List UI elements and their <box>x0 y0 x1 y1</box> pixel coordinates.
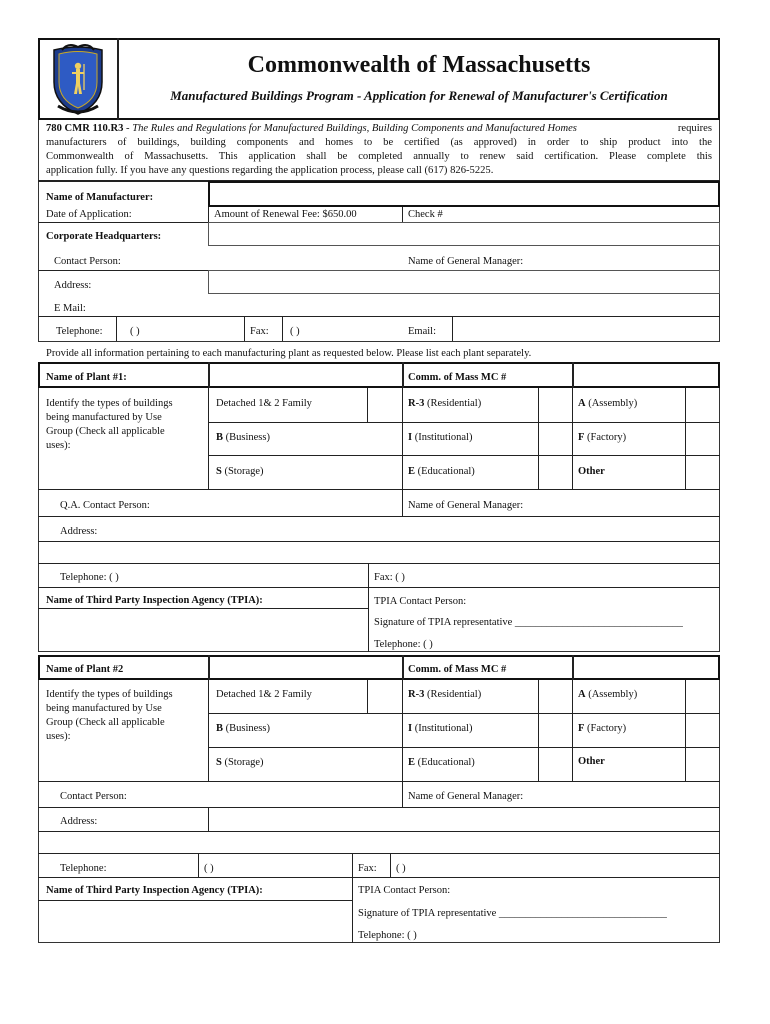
intro-dash: - <box>123 123 133 134</box>
instructions-text: Provide all information pertaining to each manufacturing plant as requested below. Please list each plant separately. <box>46 348 532 359</box>
plant2-name-label: Name of Plant #2 <box>46 664 124 675</box>
corporate-hq-label: Corporate Headquarters: <box>46 231 162 242</box>
plant2-use-i: I (Institutional) <box>408 723 473 734</box>
plant1-name-label: Name of Plant #1: <box>46 372 127 383</box>
plant1-tpia-signature[interactable]: Signature of TPIA representative ________________________________ <box>374 617 683 628</box>
plant2-address-input[interactable] <box>39 832 719 853</box>
renewal-fee-label: Amount of Renewal Fee: $650.00 <box>214 209 357 220</box>
plant2-telephone-label: Telephone: <box>60 863 107 874</box>
plant2-contact-label: Contact Person: <box>60 791 127 802</box>
fax-paren[interactable]: ( ) <box>290 326 300 337</box>
plant2-use-other: Other <box>578 756 605 767</box>
address-label: Address: <box>54 280 92 291</box>
contact-person-label: Contact Person: <box>54 256 121 267</box>
header-frame <box>38 38 720 120</box>
plant2-identify-3: Group (Check all applicable <box>46 717 165 728</box>
plant2-fax-label: Fax: <box>358 863 377 874</box>
plant2-use-a: A (Assembly) <box>578 689 638 700</box>
plant2-mc-label: Comm. of Mass MC # <box>408 664 507 675</box>
plant1-tpia-telephone: Telephone: ( ) <box>374 639 433 650</box>
fax-label: Fax: <box>250 326 269 337</box>
plant1-use-other: Other <box>578 466 605 477</box>
plant2-name-input[interactable] <box>210 657 402 678</box>
plant1-use-f: F (Factory) <box>578 432 627 443</box>
plant2-a-checkbox[interactable] <box>686 681 719 713</box>
telephone-label: Telephone: <box>56 326 103 337</box>
date-of-application-label: Date of Application: <box>46 209 132 220</box>
intro-line-1-end: requires <box>677 123 712 134</box>
plant1-identify-1: Identify the types of buildings <box>46 398 173 409</box>
plant1-fax-label: Fax: ( ) <box>374 572 405 583</box>
seal-divider <box>117 38 119 120</box>
plant1-qa-contact-label: Q.A. Contact Person: <box>60 500 150 511</box>
plant2-identify-4: uses): <box>46 731 71 742</box>
plant2-use-detached: Detached 1& 2 Family <box>216 689 312 700</box>
massachusetts-seal-icon <box>48 44 108 116</box>
plant2-telephone-paren[interactable]: ( ) <box>204 863 214 874</box>
plant1-mc-input[interactable] <box>574 364 718 386</box>
plant1-telephone-label: Telephone: ( ) <box>60 572 119 583</box>
plant2-address-label: Address: <box>60 816 98 827</box>
check-number-label: Check # <box>408 209 443 220</box>
plant2-mc-input[interactable] <box>574 657 718 678</box>
plant1-r3-checkbox[interactable] <box>539 389 572 422</box>
email2-label: Email: <box>408 326 436 337</box>
plant1-gm-label: Name of General Manager: <box>408 500 524 511</box>
plant1-use-b: B (Business) <box>216 432 270 443</box>
plant1-tpia-label: Name of Third Party Inspection Agency (TPIA): <box>46 595 263 606</box>
plant2-tpia-signature[interactable]: Signature of TPIA representative ________________________________ <box>358 908 667 919</box>
plant1-address-input[interactable] <box>39 542 719 562</box>
email-label: E Mail: <box>54 303 86 314</box>
plant1-use-i: I (Institutional) <box>408 432 473 443</box>
plant1-mc-label: Comm. of Mass MC # <box>408 372 507 383</box>
general-manager-label: Name of General Manager: <box>408 256 524 267</box>
plant1-address-label: Address: <box>60 526 98 537</box>
plant2-use-f: F (Factory) <box>578 723 627 734</box>
plant2-tpia-label: Name of Third Party Inspection Agency (TPIA): <box>46 885 263 896</box>
plant2-identify-1: Identify the types of buildings <box>46 689 173 700</box>
manufacturer-name-label: Name of Manufacturer: <box>46 192 154 203</box>
plant1-use-s: S (Storage) <box>216 466 264 477</box>
intro-line-2: manufacturers of buildings, building components and homes to be certified (as approved) in order to ship product into the <box>46 137 712 148</box>
plant1-use-r3: R-3 (Residential) <box>408 398 482 409</box>
plant1-identify-2: being manufactured by Use <box>46 412 162 423</box>
plant1-identify-4: uses): <box>46 440 71 451</box>
plant2-fax-paren[interactable]: ( ) <box>396 863 406 874</box>
plant1-detached-checkbox[interactable] <box>368 389 402 422</box>
manufacturer-name-input[interactable] <box>208 181 720 207</box>
regulation-title: The Rules and Regulations for Manufactured Buildings, Building Components and Manufactured Homes <box>132 123 577 134</box>
intro-line-4: application fully. If you have any questions regarding the application process, please call (617) 826-5225. <box>46 165 494 176</box>
plant2-use-s: S (Storage) <box>216 757 264 768</box>
plant2-tpia-input[interactable] <box>39 901 351 942</box>
plant2-tpia-contact-label: TPIA Contact Person: <box>358 885 451 896</box>
intro-line-3: Commonwealth of Massachusetts. This application shall be completed annually to renew said certification. Please complete this <box>46 151 712 162</box>
plant2-use-e: E (Educational) <box>408 757 475 768</box>
telephone-paren[interactable]: ( ) <box>130 326 140 337</box>
plant2-use-r3: R-3 (Residential) <box>408 689 482 700</box>
plant1-name-input[interactable] <box>210 364 402 386</box>
plant2-identify-2: being manufactured by Use <box>46 703 162 714</box>
plant2-tpia-telephone: Telephone: ( ) <box>358 930 417 941</box>
form-subtitle: Manufactured Buildings Program - Application for Renewal of Manufacturer's Certification <box>170 88 668 103</box>
plant1-identify-3: Group (Check all applicable <box>46 426 165 437</box>
plant1-use-a: A (Assembly) <box>578 398 638 409</box>
plant2-detached-checkbox[interactable] <box>368 681 402 713</box>
corporate-hq-input[interactable] <box>208 222 720 246</box>
plant2-gm-label: Name of General Manager: <box>408 791 524 802</box>
plant1-use-e: E (Educational) <box>408 466 475 477</box>
plant2-use-b: B (Business) <box>216 723 270 734</box>
plant1-a-checkbox[interactable] <box>686 389 719 422</box>
page-title: Commonwealth of Massachusetts <box>247 52 591 78</box>
regulation-code: 780 CMR 110.R3 <box>46 123 124 134</box>
plant1-tpia-contact-label: TPIA Contact Person: <box>374 596 467 607</box>
plant1-tpia-input[interactable] <box>39 609 367 651</box>
address-input[interactable] <box>208 270 720 294</box>
plant2-r3-checkbox[interactable] <box>539 681 572 713</box>
plant1-use-detached: Detached 1& 2 Family <box>216 398 312 409</box>
